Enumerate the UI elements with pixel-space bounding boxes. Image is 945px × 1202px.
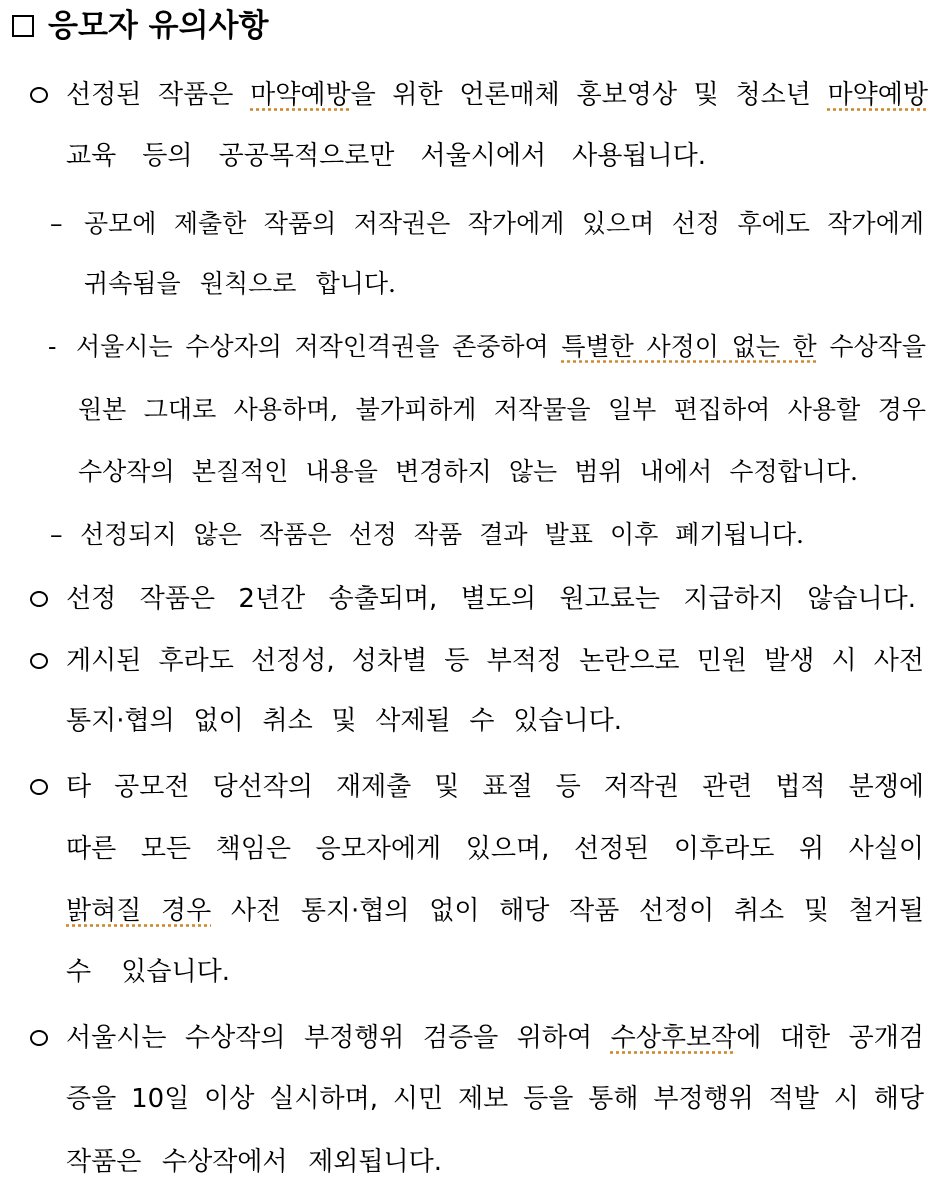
item-8-line-3 (66, 1145, 442, 1179)
text-segment: 에 대한 공개검 (736, 1023, 924, 1053)
text-segment: 사전 통지·협의 없이 해당 작품 선정이 취소 및 철거될 (211, 896, 924, 926)
text-segment: 공모에 제출한 작품의 저작권은 작가에게 있으며 선정 후에도 작가에게 (84, 209, 924, 238)
item-7-line-2 (66, 832, 924, 866)
text-segment: 교육 등의 공공목적으로만 서울시에서 사용됩니다. (66, 141, 706, 171)
item-1-line-2 (66, 139, 706, 173)
item-6-line-1 (66, 644, 924, 678)
text-segment: 수상작의 본질적인 내용을 변경하지 않는 범위 내에서 수정합니다. (78, 457, 858, 486)
item-4-line-1 (80, 518, 804, 552)
dash-bullet: - (48, 332, 57, 361)
item-2-line-1 (84, 207, 924, 241)
item-8-line-2 (66, 1082, 924, 1116)
checkbox-square-icon (12, 15, 34, 37)
text-segment: 선정된 작품은 (66, 80, 251, 110)
section-title-text: 응모자 유의사항 (48, 8, 269, 44)
circle-bullet-icon (30, 779, 48, 795)
dash-bullet: – (50, 209, 63, 238)
item-3-line-2 (78, 393, 926, 427)
underlined-text: 밝혀질 경우 (66, 896, 212, 926)
section-title (12, 6, 268, 46)
circle-bullet-icon (30, 1030, 48, 1046)
text-segment: 게시된 후라도 선정성, 성차별 등 부적정 논란으로 민원 발생 시 사전 (66, 646, 924, 676)
text-segment: 귀속됨을 원칙으로 합니다. (84, 269, 396, 298)
item-2-line-2 (84, 267, 396, 301)
underlined-text: 수상후보작 (610, 1023, 737, 1053)
text-segment: 서울시는 수상작의 부정행위 검증을 위하여 (66, 1023, 611, 1053)
underlined-text: 마약예방 (250, 80, 351, 110)
text-segment: 타 공모전 당선작의 재제출 및 표절 등 저작권 관련 법적 분쟁에 (66, 772, 924, 802)
text-segment: 통지·협의 없이 취소 및 삭제될 수 있습니다. (66, 706, 622, 736)
underlined-text: 특별한 사정이 없는 한 (561, 332, 817, 361)
text-segment: 서울시는 수상자의 저작인격권을 존중하여 (76, 332, 562, 361)
text-segment: 선정 작품은 2년간 송출되며, 별도의 원고료는 지급하지 않습니다. (66, 584, 916, 614)
text-segment: 수상작을 (816, 332, 926, 361)
circle-bullet-icon (30, 591, 48, 607)
text-segment: 을 위한 언론매체 홍보영상 및 청소년 (350, 80, 828, 110)
text-segment: 증을 10일 이상 실시하며, 시민 제보 등을 통해 부정행위 적발 시 해당 (66, 1084, 924, 1114)
item-5-line-1 (66, 582, 916, 616)
item-8-line-1 (66, 1021, 924, 1055)
text-segment: 작품은 수상작에서 제외됩니다. (66, 1147, 442, 1177)
item-7-line-3 (66, 894, 924, 928)
text-segment: 원본 그대로 사용하며, 불가피하게 저작물을 일부 편집하여 사용할 경우 (78, 395, 926, 424)
text-segment: 따른 모든 책임은 응모자에게 있으며, 선정된 이후라도 위 사실이 (66, 834, 924, 864)
circle-bullet-icon (30, 87, 48, 103)
item-6-line-2 (66, 704, 622, 738)
text-segment: 선정되지 않은 작품은 선정 작품 결과 발표 이후 폐기됩니다. (80, 520, 804, 549)
item-3-line-3 (78, 455, 858, 489)
item-7-line-4 (66, 955, 230, 989)
item-7-line-1 (66, 770, 924, 804)
circle-bullet-icon (30, 653, 48, 669)
underlined-text: 마약예방 (827, 80, 928, 110)
dash-bullet: – (50, 520, 63, 549)
text-segment: 수 있습니다. (66, 957, 230, 987)
item-1-line-1 (66, 78, 928, 112)
item-3-line-1 (76, 330, 926, 364)
